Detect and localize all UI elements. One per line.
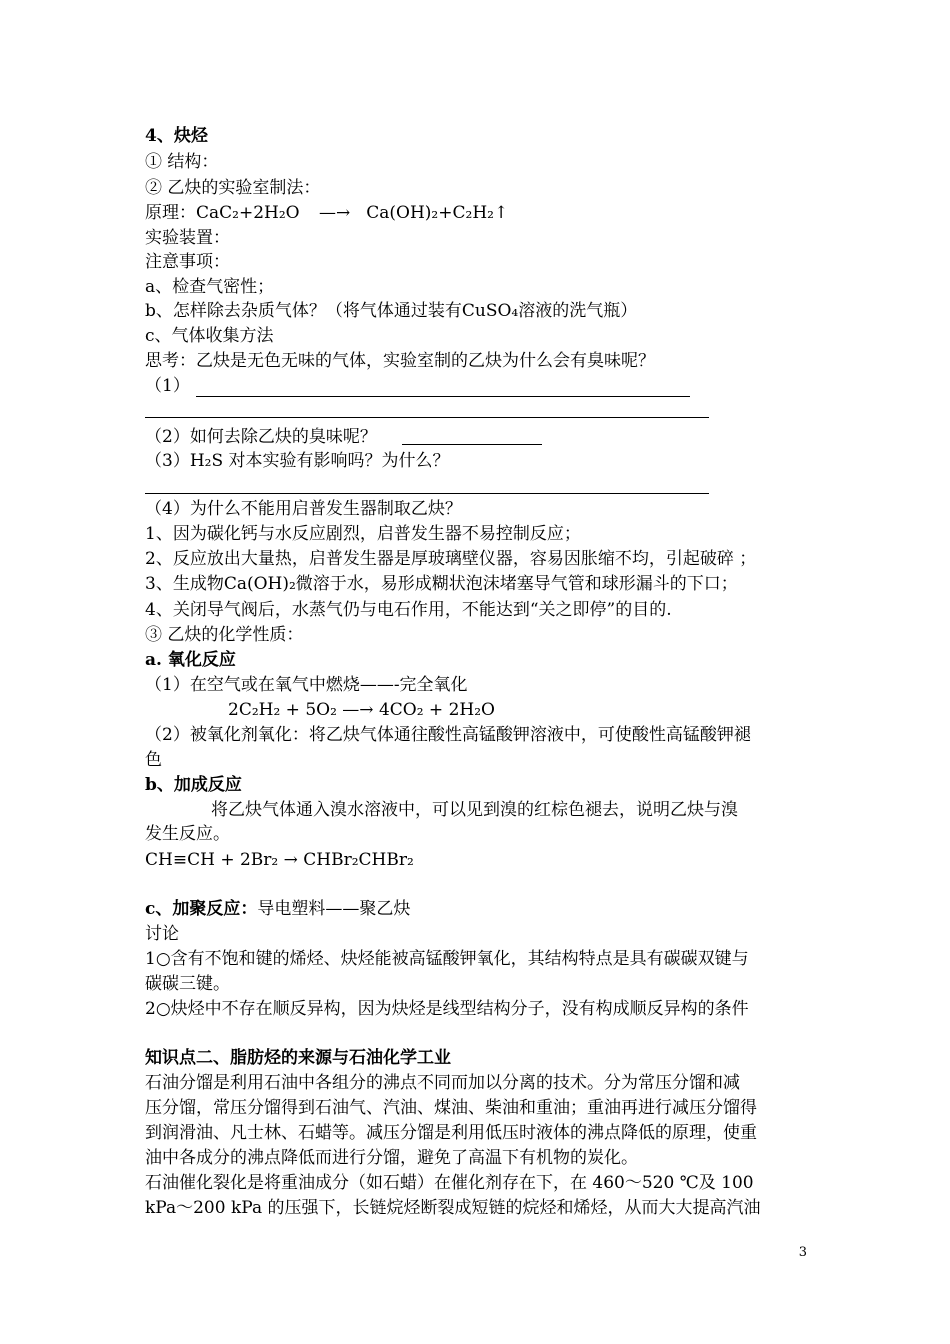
- discussion-1-line2: 碳碳三键。: [145, 974, 230, 994]
- chem-props-heading: ③ 乙炔的化学性质：: [145, 625, 304, 645]
- paragraph-1-line1: 石油分馏是利用石油中各组分的沸点不同而加以分离的技术。分为常压分馏和减: [145, 1073, 740, 1093]
- paragraph-1-line3: 到润滑油、凡士林、石蜡等。减压分馏是利用低压时液体的沸点降低的原理，使重: [145, 1123, 757, 1143]
- polymerization-title: c、加聚反应：: [145, 899, 258, 919]
- paragraph-2-line1: 石油催化裂化是将重油成分（如石蜡）在催化剂存在下，在 460～520 ℃及 100: [145, 1173, 754, 1193]
- question-1: （1）: [145, 376, 190, 396]
- knowledge-point-2-title: 知识点二、脂肪烃的来源与石油化学工业: [145, 1048, 451, 1068]
- reason-3: 3、生成物Ca(OH)₂微溶于水，易形成糊状泡沫堵塞导气管和球形漏斗的下口；: [145, 574, 738, 594]
- discussion-2: 2○炔烃中不存在顺反异构，因为炔烃是线型结构分子，没有构成顺反异构的条件: [145, 999, 749, 1019]
- combustion-equation: 2C₂H₂ + 5O₂ —→ 4CO₂ + 2H₂O: [228, 700, 495, 720]
- note-a: a、检查气密性；: [145, 277, 275, 297]
- polymerization-line: [145, 897, 410, 921]
- note-b: b、怎样除去杂质气体？（将气体通过装有CuSO₄溶液的洗气瓶）: [145, 301, 638, 321]
- question-2: （2）如何去除乙炔的臭味呢？: [145, 427, 377, 447]
- question-3: （3）H₂S 对本实验有影响吗？为什么？: [145, 451, 450, 471]
- note-c: c、气体收集方法: [145, 326, 274, 346]
- reason-1: 1、因为碳化钙与水反应剧烈，启普发生器不易控制反应；: [145, 524, 581, 544]
- discussion-1-line1: 1○含有不饱和键的烯烃、炔烃能被高锰酸钾氧化，其结构特点是具有碳碳双键与: [145, 949, 749, 969]
- principle-arrow: —→: [319, 203, 351, 223]
- paragraph-1-line4: 油中各成分的沸点降低而进行分馏，避免了高温下有机物的炭化。: [145, 1148, 638, 1168]
- paragraph-1-line2: 压分馏，常压分馏得到石油气、汽油、煤油、柴油和重油；重油再进行减压分馏得: [145, 1098, 757, 1118]
- think-question: 思考：乙炔是无色无味的气体，实验室制的乙炔为什么会有臭味呢？: [145, 351, 655, 371]
- addition-line1: 将乙炔气体通入溴水溶液中，可以见到溴的红棕色褪去，说明乙炔与溴: [211, 800, 738, 820]
- answer-blank-3: [145, 493, 709, 494]
- section-title: 4、炔烃: [145, 126, 208, 146]
- oxidation-title: a. 氧化反应: [145, 650, 236, 670]
- principle-label: 原理：: [145, 203, 196, 223]
- answer-blank-2: [402, 444, 542, 445]
- question-4: （4）为什么不能用启普发生器制取乙炔？: [145, 499, 462, 519]
- discussion-heading: 讨论: [145, 924, 179, 944]
- answer-blank-1: [196, 396, 690, 397]
- oxidation-1: （1）在空气或在氧气中燃烧——-完全氧化: [145, 675, 468, 695]
- structure-line: ① 结构：: [145, 152, 219, 172]
- addition-line2: 发生反应。: [145, 824, 230, 844]
- answer-blank-1b: [145, 417, 709, 418]
- principle-rhs: Ca(OH)₂+C₂H₂↑: [366, 203, 509, 223]
- addition-equation: CH≡CH + 2Br₂ → CHBr₂CHBr₂: [145, 850, 414, 870]
- oxidation-2-line2: 色: [145, 750, 162, 770]
- lab-prep-heading: ② 乙炔的实验室制法：: [145, 178, 321, 198]
- paragraph-2-line2: kPa～200 kPa 的压强下，长链烷烃断裂成短链的烷烃和烯烃，从而大大提高汽油: [145, 1198, 761, 1218]
- apparatus-line: 实验装置：: [145, 228, 230, 248]
- oxidation-2-line1: （2）被氧化剂氧化：将乙炔气体通往酸性高锰酸钾溶液中，可使酸性高锰酸钾褪: [145, 725, 751, 745]
- addition-title: b、加成反应: [145, 775, 242, 795]
- page-number: 3: [798, 1245, 807, 1260]
- reason-4: 4、关闭导气阀后，水蒸气仍与电石作用，不能达到“关之即停”的目的.: [145, 600, 672, 620]
- reason-2: 2、反应放出大量热，启普发生器是厚玻璃壁仪器，容易因胀缩不均，引起破碎 ；: [145, 549, 757, 569]
- principle-lhs: CaC₂+2H₂O: [196, 203, 300, 223]
- notes-line: 注意事项：: [145, 252, 230, 272]
- principle-line: [145, 201, 508, 225]
- polymerization-text: 导电塑料——聚乙炔: [257, 899, 411, 919]
